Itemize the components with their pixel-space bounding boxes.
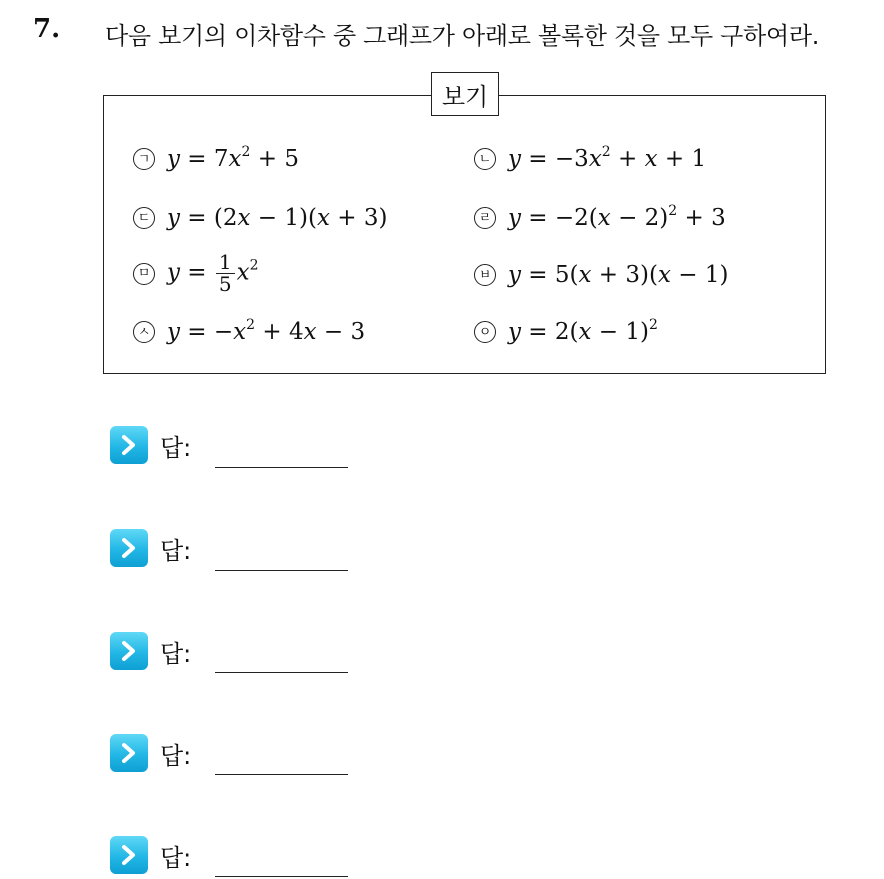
equation: $y = -2(x - 2)^2 + 3$: [508, 203, 726, 231]
chevron-right-icon: [110, 734, 148, 772]
answer-label: 답:: [160, 536, 192, 565]
choices-box-title: 보기: [431, 72, 499, 116]
circled-mieum-icon: ㅁ: [133, 263, 155, 285]
answer-blank[interactable]: [215, 876, 348, 877]
circled-bieup-icon: ㅂ: [474, 264, 496, 286]
circled-ieung-icon: ㅇ: [474, 321, 496, 343]
chevron-right-icon: [110, 529, 148, 567]
answer-blank[interactable]: [215, 570, 348, 571]
circled-digeut-icon: ㄷ: [133, 207, 155, 229]
circled-giyeok-icon: ㄱ: [133, 148, 155, 170]
equation: y = 5(x + 3)(x − 1): [508, 262, 729, 288]
choice-nieun: [474, 146, 706, 172]
question-text: 다음 보기의 이차함수 중 그래프가 아래로 볼록한 것을 모두 구하여라.: [105, 22, 820, 50]
answer-label: 답:: [160, 639, 192, 668]
equation: $y = -3x^2 + x + 1$: [508, 144, 707, 172]
equation: $y = -x^2 + 4x - 3$: [167, 317, 366, 345]
answer-blank[interactable]: [215, 672, 348, 673]
answer-blank[interactable]: [215, 774, 348, 775]
answer-row: [110, 836, 191, 874]
chevron-right-icon: [110, 836, 148, 874]
answer-label: 답:: [160, 433, 192, 462]
equation: y = (2x − 1)(x + 3): [167, 205, 388, 231]
circled-siot-icon: ㅅ: [133, 321, 155, 343]
answer-row: [110, 529, 191, 567]
answer-label: 답:: [160, 741, 192, 770]
circled-nieun-icon: ㄴ: [474, 148, 496, 170]
equation: $y = 2(x - 1)^2$: [508, 317, 658, 345]
question-number: 7.: [33, 14, 61, 44]
chevron-right-icon: [110, 632, 148, 670]
chevron-right-icon: [110, 426, 148, 464]
choice-rieul: [474, 205, 726, 231]
choice-ieung: [474, 319, 658, 345]
answer-blank[interactable]: [215, 467, 348, 468]
equation: y = $\frac{1}{5}$ $x^2$: [167, 250, 259, 296]
answer-row: [110, 734, 191, 772]
answer-label: 답:: [160, 843, 192, 872]
choice-giyeok: [133, 146, 299, 172]
choice-digeut: [133, 205, 387, 231]
choice-bieup: [474, 262, 728, 288]
answer-row: [110, 426, 191, 464]
choice-mieum: [133, 252, 259, 295]
circled-rieul-icon: ㄹ: [474, 207, 496, 229]
answer-row: [110, 632, 191, 670]
equation: $y = 7x^2 + 5$: [167, 144, 299, 172]
choice-siot: [133, 319, 365, 345]
